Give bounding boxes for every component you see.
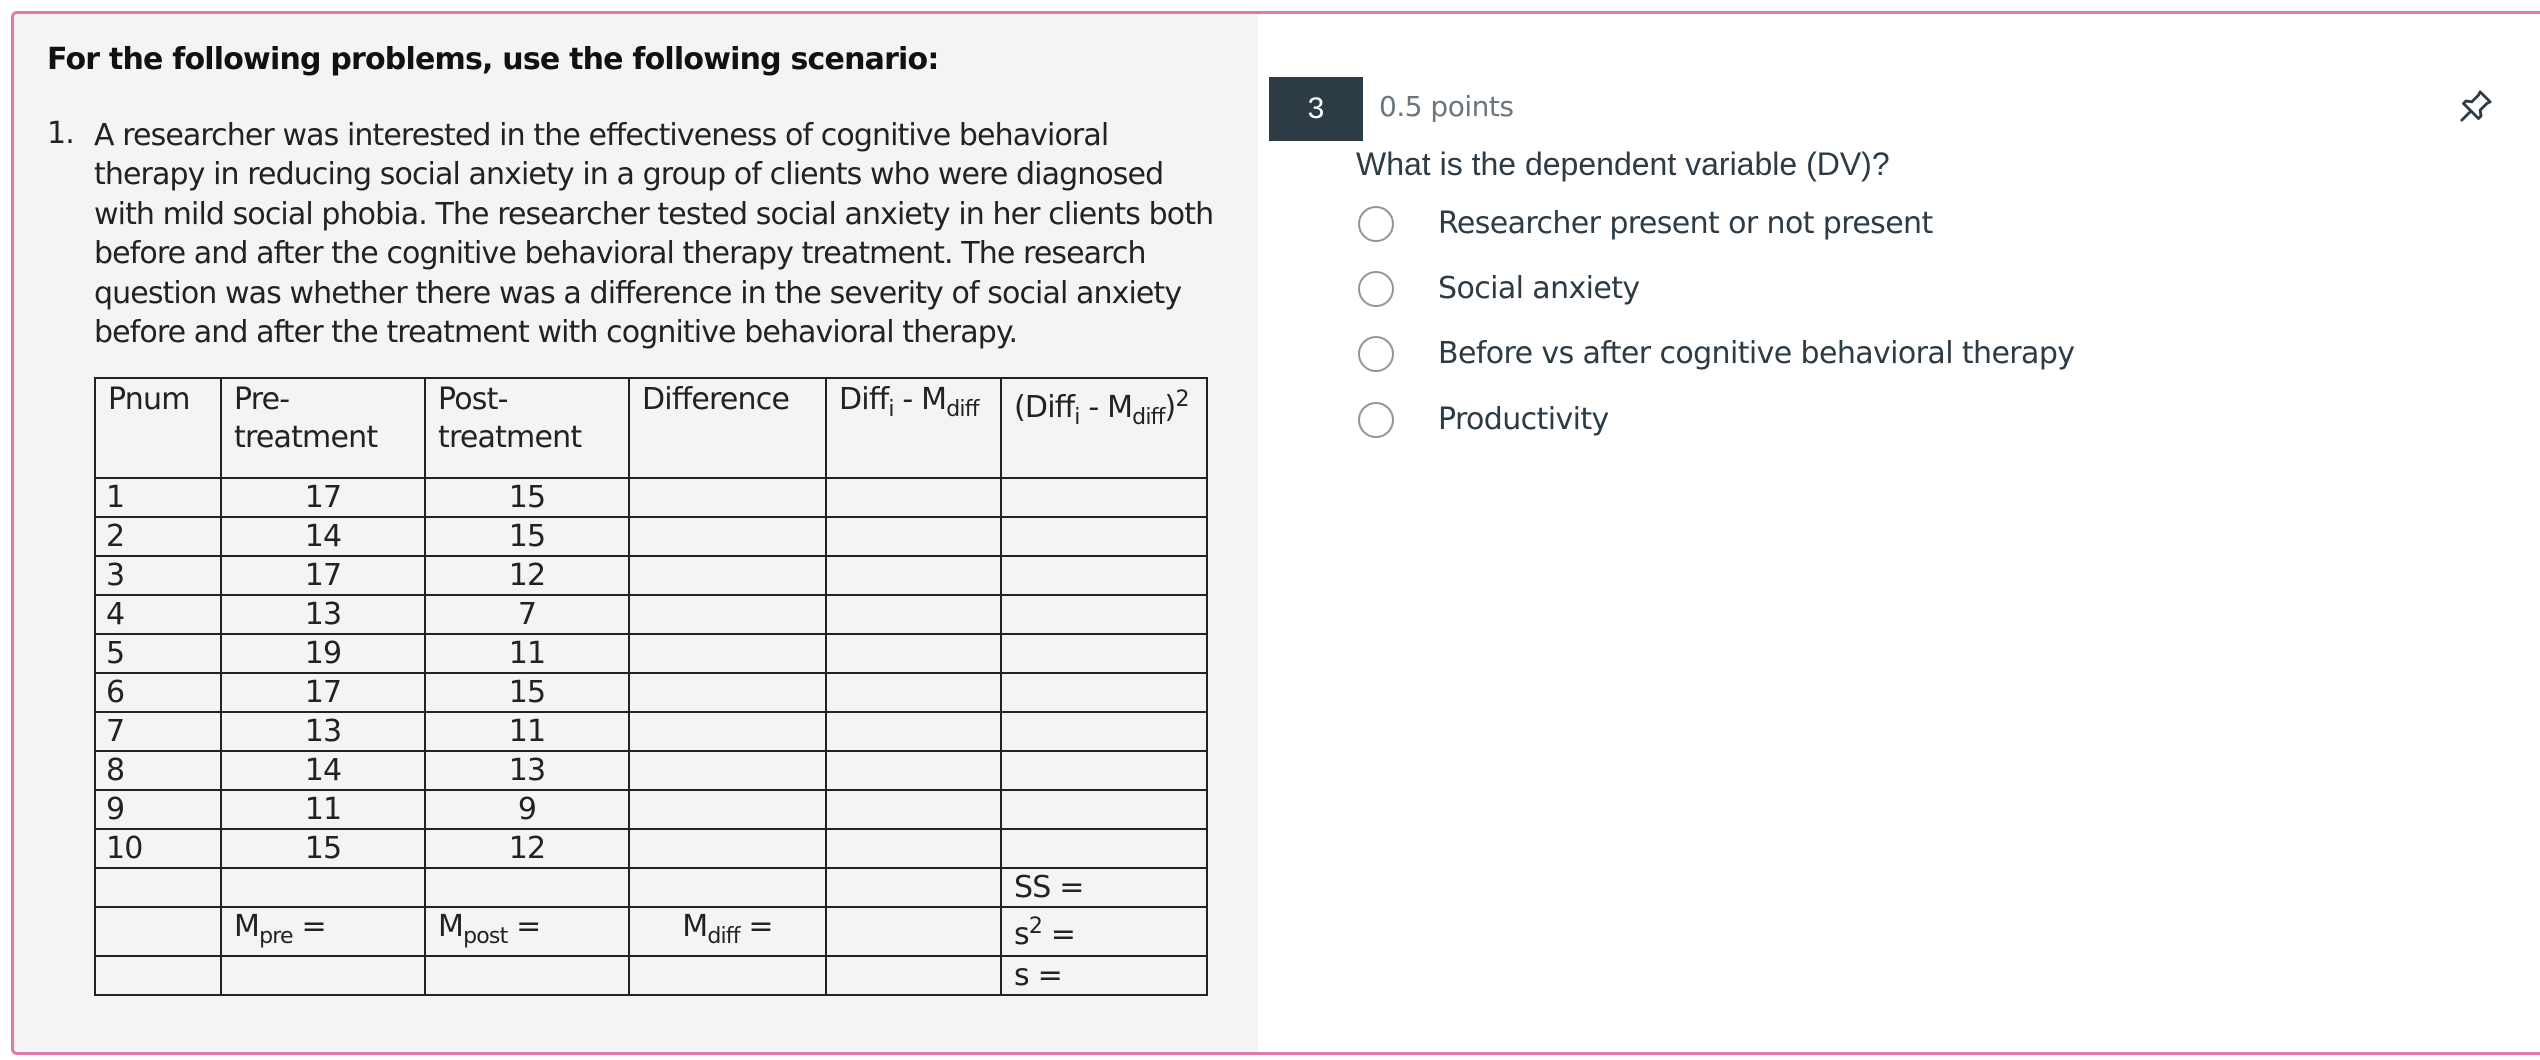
cell-diff-deviation [826,556,1001,595]
answer-option[interactable] [1358,204,1933,244]
cell-post: 11 [425,634,629,673]
cell-post: 12 [425,829,629,868]
answer-option-label[interactable]: Social anxiety [1438,271,1640,306]
cell-diff-deviation-squared [1001,556,1207,595]
cell-diff-deviation [826,517,1001,556]
table-footer-row-means [95,907,1207,956]
cell-pnum: 8 [95,751,221,790]
table-row [95,595,1207,634]
cell-diff-deviation [826,751,1001,790]
cell-pre: 15 [221,829,425,868]
table-footer-row-s [95,956,1207,995]
question-prompt: What is the dependent variable (DV)? [1356,146,1890,182]
question-points: 0.5 points [1379,90,1514,123]
ss-label: SS = [1001,868,1207,907]
data-table [94,377,1208,996]
answer-option[interactable] [1358,400,1609,440]
radio-button[interactable] [1358,271,1394,307]
table-footer-row-ss [95,868,1207,907]
cell-difference [629,673,826,712]
cell-difference [629,595,826,634]
cell-difference [629,634,826,673]
cell-diff-deviation-squared [1001,478,1207,517]
radio-button[interactable] [1358,402,1394,438]
cell-difference [629,790,826,829]
cell-diff-deviation [826,478,1001,517]
cell-pnum: 9 [95,790,221,829]
cell-post: 15 [425,478,629,517]
cell-diff-deviation [826,829,1001,868]
cell-pre: 13 [221,712,425,751]
cell-diff-deviation-squared [1001,751,1207,790]
table-row [95,634,1207,673]
header-post-treatment: Post-treatment [425,378,629,478]
cell-pre: 17 [221,673,425,712]
cell-pnum: 5 [95,634,221,673]
cell-diff-deviation-squared [1001,673,1207,712]
cell-post: 15 [425,517,629,556]
cell-pnum: 6 [95,673,221,712]
header-difference: Difference [629,378,826,478]
cell-pnum: 4 [95,595,221,634]
cell-diff-deviation [826,790,1001,829]
cell-difference [629,712,826,751]
cell-pre: 13 [221,595,425,634]
problem-number: 1. [47,116,75,151]
cell-diff-deviation-squared [1001,634,1207,673]
cell-diff-deviation-squared [1001,790,1207,829]
table-row [95,673,1207,712]
cell-post: 11 [425,712,629,751]
cell-pre: 17 [221,556,425,595]
cell-post: 12 [425,556,629,595]
table-row [95,790,1207,829]
s-label: s = [1001,956,1207,995]
cell-post: 7 [425,595,629,634]
cell-post: 9 [425,790,629,829]
m-diff-label: $M_{diff}$ = [629,907,826,956]
cell-pre: 11 [221,790,425,829]
cell-pre: 14 [221,751,425,790]
cell-pnum: 1 [95,478,221,517]
table-row [95,517,1207,556]
cell-pre: 19 [221,634,425,673]
s2-label: $s^2$ = [1001,907,1207,956]
scenario-title: For the following problems, use the following scenario: [47,42,939,77]
cell-diff-deviation [826,634,1001,673]
answer-option[interactable] [1358,334,2075,374]
header-diff-deviation: Diff$_i$ - $M_{diff}$ [826,378,1001,478]
cell-pnum: 2 [95,517,221,556]
cell-difference [629,517,826,556]
radio-button[interactable] [1358,206,1394,242]
answer-option-label[interactable]: Researcher present or not present [1438,206,1933,241]
table-row [95,556,1207,595]
cell-pre: 14 [221,517,425,556]
header-pnum: Pnum [95,378,221,478]
cell-pnum: 7 [95,712,221,751]
cell-diff-deviation-squared [1001,829,1207,868]
table-row [95,751,1207,790]
table-row [95,478,1207,517]
m-pre-label: $M_{pre}$ = [221,907,425,956]
cell-diff-deviation-squared [1001,517,1207,556]
cell-diff-deviation-squared [1001,595,1207,634]
answer-option[interactable] [1358,269,1640,309]
cell-pnum: 3 [95,556,221,595]
cell-diff-deviation [826,595,1001,634]
cell-difference [629,751,826,790]
problem-text: A researcher was interested in the effectiveness of cognitive behavioral therapy in reducing social anxiety in a group of clients who were diagnosed with mild social phobia. The researcher tested social anxiety in her clients both before and after the cognitive behavioral therapy treatment. The research question was whether there was a difference in the severity of social anxiety before and after the treatment with cognitive behavioral therapy. [94,118,1214,351]
cell-diff-deviation [826,712,1001,751]
answer-option-label[interactable]: Before vs after cognitive behavioral therapy [1438,336,2075,371]
cell-difference [629,556,826,595]
table-row [95,829,1207,868]
cell-post: 13 [425,751,629,790]
radio-button[interactable] [1358,336,1394,372]
m-post-label: $M_{post}$ = [425,907,629,956]
pin-icon[interactable] [2456,86,2496,126]
question-number-badge: 3 [1269,77,1363,141]
table-row [95,712,1207,751]
cell-diff-deviation-squared [1001,712,1207,751]
answer-option-label[interactable]: Productivity [1438,402,1609,437]
table-header-row [95,378,1207,478]
cell-post: 15 [425,673,629,712]
cell-pnum: 10 [95,829,221,868]
cell-pre: 17 [221,478,425,517]
cell-difference [629,478,826,517]
cell-diff-deviation [826,673,1001,712]
header-diff-deviation-squared: (Diff$_i$ - $M_{diff})^2$ [1001,378,1207,478]
header-pre-treatment: Pre-treatment [221,378,425,478]
cell-difference [629,829,826,868]
